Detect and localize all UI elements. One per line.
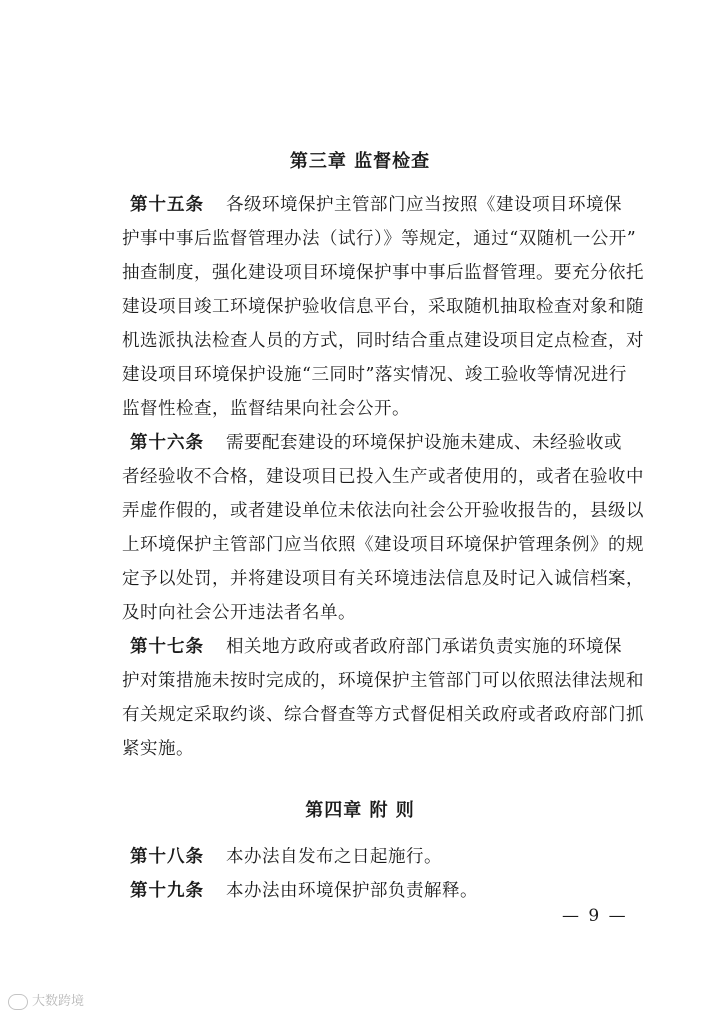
article-15-text: 各级环境保护主管部门应当按照《建设项目环境保 bbox=[226, 195, 622, 215]
article-15-line-5: 机选派执法检查人员的方式，同时结合重点建设项目定点检查，对 bbox=[122, 331, 644, 351]
article-16-line-2: 者经验收不合格，建设项目已投入生产或者使用的，或者在验收中 bbox=[122, 467, 644, 487]
watermark bbox=[8, 990, 84, 1010]
article-17-line-1 bbox=[130, 630, 650, 664]
article-18-number: 第十八条 bbox=[130, 847, 204, 867]
article-17-text: 相关地方政府或者政府部门承诺负责实施的环境保 bbox=[226, 637, 622, 657]
article-16-line-5: 定予以处罚，并将建设项目有关环境违法信息及时记入诚信档案， bbox=[122, 569, 644, 589]
chapter-3-title: 第三章 监督检查 bbox=[289, 151, 431, 172]
article-19-text: 本办法由环境保护部负责解释。 bbox=[226, 881, 478, 901]
article-15-line-3: 抽查制度，强化建设项目环境保护事中事后监督管理。要充分依托 bbox=[122, 263, 644, 283]
article-18-text: 本办法自发布之日起施行。 bbox=[226, 847, 442, 867]
article-19-number: 第十九条 bbox=[130, 881, 204, 901]
article-16-line-4: 上环境保护主管部门应当依照《建设项目环境保护管理条例》的规 bbox=[122, 535, 644, 555]
article-16-line-6: 及时向社会公开违法者名单。 bbox=[122, 603, 356, 623]
watermark-logo-icon bbox=[8, 994, 28, 1010]
article-17-line-2: 护对策措施未按时完成的，环境保护主管部门可以依照法律法规和 bbox=[122, 671, 644, 691]
article-16-line-3: 弄虚作假的，或者建设单位未依法向社会公开验收报告的，县级以 bbox=[122, 501, 644, 521]
article-15-line-2: 护事中事后监督管理办法（试行）》等规定，通过“双随机一公开” bbox=[122, 229, 637, 249]
article-15-line-7: 监督性检查，监督结果向社会公开。 bbox=[122, 399, 410, 419]
article-15-number: 第十五条 bbox=[130, 195, 204, 215]
article-15-line-4: 建设项目竣工环境保护验收信息平台，采取随机抽取检查对象和随 bbox=[122, 297, 644, 317]
article-19-line-1 bbox=[130, 874, 650, 908]
article-15-line-6: 建设项目环境保护设施“三同时”落实情况、竣工验收等情况进行 bbox=[122, 365, 627, 385]
article-17-number: 第十七条 bbox=[130, 637, 204, 657]
watermark-text: 大数跨境 bbox=[32, 994, 85, 1009]
article-17-line-3: 有关规定采取约谈、综合督查等方式督促相关政府或者政府部门抓 bbox=[122, 705, 644, 725]
article-17-line-4: 紧实施。 bbox=[122, 739, 194, 759]
article-16-line-1 bbox=[130, 426, 650, 460]
article-16-number: 第十六条 bbox=[130, 433, 204, 453]
article-18-line-1 bbox=[130, 840, 650, 874]
page-number: — 9 — bbox=[562, 906, 628, 926]
chapter-4-title: 第四章 附 则 bbox=[305, 800, 415, 821]
article-15-line-1 bbox=[130, 188, 650, 222]
article-16-text: 需要配套建设的环境保护设施未建成、未经验收或 bbox=[226, 433, 622, 453]
